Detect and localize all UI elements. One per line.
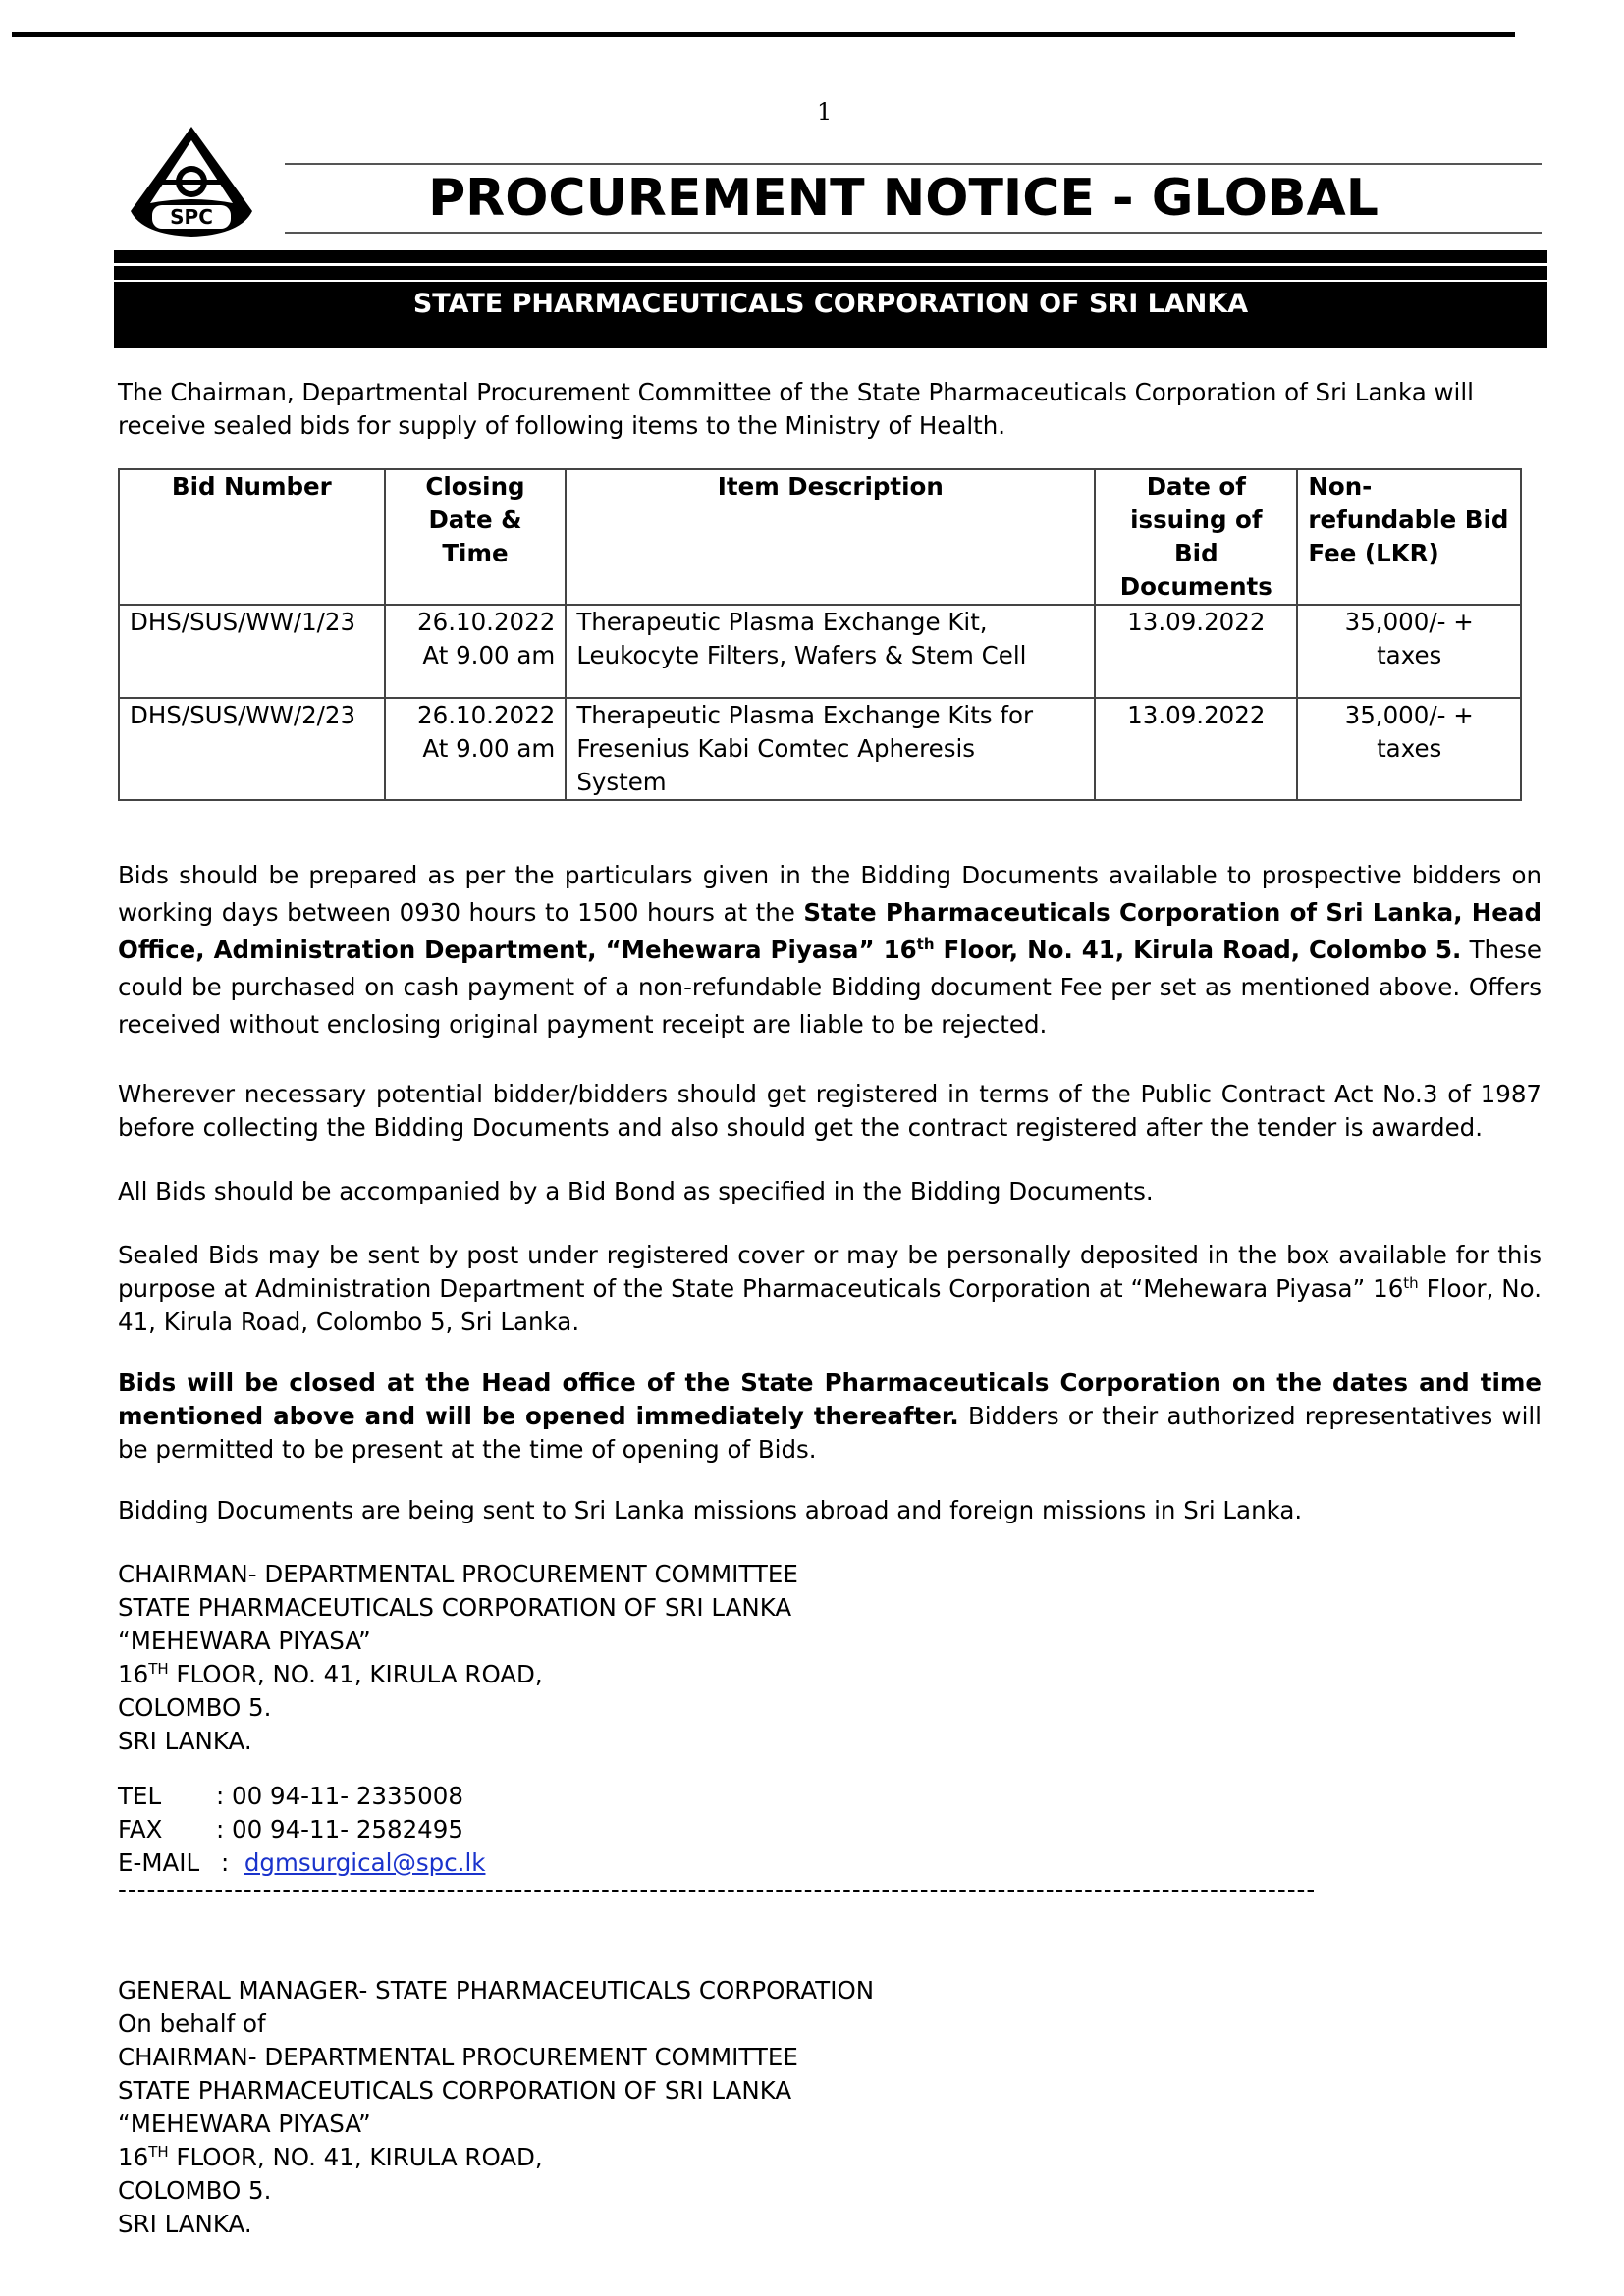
address-number: 16 <box>118 1660 149 1688</box>
fax-value: : 00 94-11- 2582495 <box>216 1815 463 1843</box>
header-line: refundable Bid <box>1308 506 1509 534</box>
fax-row <box>118 1813 485 1846</box>
tel-row <box>118 1780 485 1813</box>
bid-bond-paragraph: All Bids should be accompanied by a Bid Bond as specified in the Bidding Documents. <box>118 1177 1154 1205</box>
cell-item-description <box>566 698 1095 800</box>
address-line: GENERAL MANAGER- STATE PHARMACEUTICALS CORPORATION <box>118 1976 875 2004</box>
header-line: Date of <box>1146 472 1246 501</box>
intro-paragraph <box>118 376 1542 443</box>
header-line: Time <box>442 539 509 567</box>
page-title: PROCUREMENT NOTICE - GLOBAL <box>428 169 1379 228</box>
bidding-documents-paragraph <box>118 857 1542 1043</box>
paragraph-bold-text: Floor, No. 41, Kirula Road, Colombo 5. <box>934 935 1462 964</box>
page-number: 1 <box>817 98 833 126</box>
fax-label: FAX <box>118 1815 163 1843</box>
address-line: COLOMBO 5. <box>118 1693 272 1722</box>
address-line: “MEHEWARA PIYASA” <box>118 2109 371 2138</box>
table-row <box>119 698 1521 800</box>
bids-table <box>118 468 1522 801</box>
address-street: FLOOR, NO. 41, KIRULA ROAD, <box>168 2143 543 2171</box>
closing-paragraph <box>118 1366 1542 1467</box>
address-line: CHAIRMAN- DEPARTMENTAL PROCUREMENT COMMITTEE <box>118 1560 798 1588</box>
fee-line: taxes <box>1377 734 1442 763</box>
spc-logo-icon <box>123 123 260 239</box>
address-street: FLOOR, NO. 41, KIRULA ROAD, <box>168 1660 543 1688</box>
address-line: COLOMBO 5. <box>118 2176 272 2205</box>
superscript: TH <box>148 1659 169 1678</box>
email-separator: : <box>221 1848 244 1877</box>
header-line: Bid <box>1174 539 1218 567</box>
paragraph-bold-text: State Pharmaceuticals Corporation of Sri Lanka, Head Office, Administration Department, “Mehewara Piyasa” 16 <box>118 898 1542 964</box>
fee-line: 35,000/- + <box>1344 701 1474 729</box>
tel-label: TEL <box>118 1782 162 1810</box>
cell-closing-date <box>385 605 567 698</box>
closing-date: 26.10.2022 <box>417 701 556 729</box>
paragraph-text: Floor, No. 41, Kirula Road, Colombo 5, Sri Lanka. <box>118 1274 1542 1336</box>
cell-closing-date <box>385 698 567 800</box>
address-line: STATE PHARMACEUTICALS CORPORATION OF SRI LANKA <box>118 2076 792 2105</box>
superscript: th <box>1403 1273 1419 1292</box>
banner-text: STATE PHARMACEUTICALS CORPORATION OF SRI LANKA <box>412 289 1249 319</box>
header-line: Non- <box>1308 472 1373 501</box>
description-line: Therapeutic Plasma Exchange Kit, <box>576 608 988 636</box>
table-header-row <box>119 469 1521 605</box>
paragraph-text: Sealed Bids may be sent by post under registered cover or may be personally deposited in the box available for this purpose at Administration Department of the State Pharmaceuticals Corporation at “Mehewara Piyasa” 16 <box>118 1241 1542 1303</box>
paragraph-text: These could be purchased on cash payment of a non-refundable Bidding document Fee per set as mentioned above. Offers received without enclosing original payment receipt are liable to be rejected. <box>118 935 1543 1039</box>
intro-line: The Chairman, Departmental Procurement Committee of the State Pharmaceuticals Corporation of Sri Lanka will <box>118 378 1474 406</box>
header-date-of-issuing <box>1095 469 1297 605</box>
header-closing-date <box>385 469 567 605</box>
cell-bid-number: DHS/SUS/WW/2/23 <box>119 698 385 800</box>
missions-paragraph: Bidding Documents are being sent to Sri Lanka missions abroad and foreign missions in Sri Lanka. <box>118 1496 1303 1524</box>
closing-time: At 9.00 am <box>422 641 556 669</box>
cell-bid-fee <box>1297 605 1521 698</box>
address-line: CHAIRMAN- DEPARTMENTAL PROCUREMENT COMMITTEE <box>118 2043 798 2071</box>
cell-item-description <box>566 605 1095 698</box>
description-line: Fresenius Kabi Comtec Apheresis <box>576 734 976 763</box>
table-row <box>119 605 1521 698</box>
registration-paragraph: Wherever necessary potential bidder/bidders should get registered in terms of the Public Contract Act No.3 of 1987 before collecting the Bidding Documents and also should get the contract registered after the tender is awarded. <box>118 1080 1542 1142</box>
address-line: STATE PHARMACEUTICALS CORPORATION OF SRI LANKA <box>118 1593 792 1622</box>
email-link[interactable]: dgmsurgical@spc.lk <box>244 1848 486 1877</box>
superscript: TH <box>148 2142 169 2161</box>
paragraph-bold-text: Bids will be closed at the Head office of the State Pharmaceuticals Corporation on the dates and time mentioned above and will be opened immediately thereafter. <box>118 1368 1542 1430</box>
title-rule-bottom <box>285 232 1542 234</box>
header-item-description: Item Description <box>566 469 1095 605</box>
address-line: SRI LANKA. <box>118 1727 252 1755</box>
address-number: 16 <box>118 2143 149 2171</box>
cell-bid-number: DHS/SUS/WW/1/23 <box>119 605 385 698</box>
address-block-general-manager <box>118 1974 874 2241</box>
cell-issue-date: 13.09.2022 <box>1095 698 1297 800</box>
sealed-bids-paragraph <box>118 1239 1542 1339</box>
address-block-chairman <box>118 1558 798 1758</box>
description-line: Therapeutic Plasma Exchange Kits for <box>576 701 1034 729</box>
address-line: SRI LANKA. <box>118 2210 252 2238</box>
header-bid-number: Bid Number <box>119 469 385 605</box>
superscript: th <box>916 934 935 953</box>
top-rule <box>12 32 1515 37</box>
logo-text: SPC <box>170 205 213 229</box>
description-line: Leukocyte Filters, Wafers & Stem Cell <box>576 641 1027 669</box>
address-line: On behalf of <box>118 2009 266 2038</box>
tel-value: : 00 94-11- 2335008 <box>216 1782 463 1810</box>
address-line: “MEHEWARA PIYASA” <box>118 1627 371 1655</box>
description-line: System <box>576 768 667 796</box>
address-line <box>118 2141 874 2174</box>
intro-line: receive sealed bids for supply of following items to the Ministry of Health. <box>118 411 1006 440</box>
fee-line: 35,000/- + <box>1344 608 1474 636</box>
fee-line: taxes <box>1377 641 1442 669</box>
banner-stripe <box>114 280 1547 282</box>
cell-issue-date: 13.09.2022 <box>1095 605 1297 698</box>
divider-line: ---------------------------------------------------------------------------------------------------------------------------- <box>118 1875 1317 1903</box>
header-line: issuing of <box>1130 506 1263 534</box>
header-line: Documents <box>1119 572 1272 601</box>
banner-stripe <box>114 263 1547 266</box>
paragraph-text: Bidders or their authorized representatives will be permitted to be present at the time of opening of Bids. <box>118 1402 1542 1464</box>
contact-block <box>118 1780 485 1880</box>
header-line: Closing <box>425 472 525 501</box>
paragraph-text: Bids should be prepared as per the particulars given in the Bidding Documents available to prospective bidders on working days between 0930 hours to 1500 hours at the <box>118 861 1542 927</box>
address-line <box>118 1658 798 1691</box>
cell-bid-fee <box>1297 698 1521 800</box>
header-bid-fee <box>1297 469 1521 605</box>
email-label: E-MAIL <box>118 1848 200 1877</box>
closing-time: At 9.00 am <box>422 734 556 763</box>
header-line: Date & <box>428 506 522 534</box>
closing-date: 26.10.2022 <box>417 608 556 636</box>
header-line: Fee (LKR) <box>1308 539 1439 567</box>
